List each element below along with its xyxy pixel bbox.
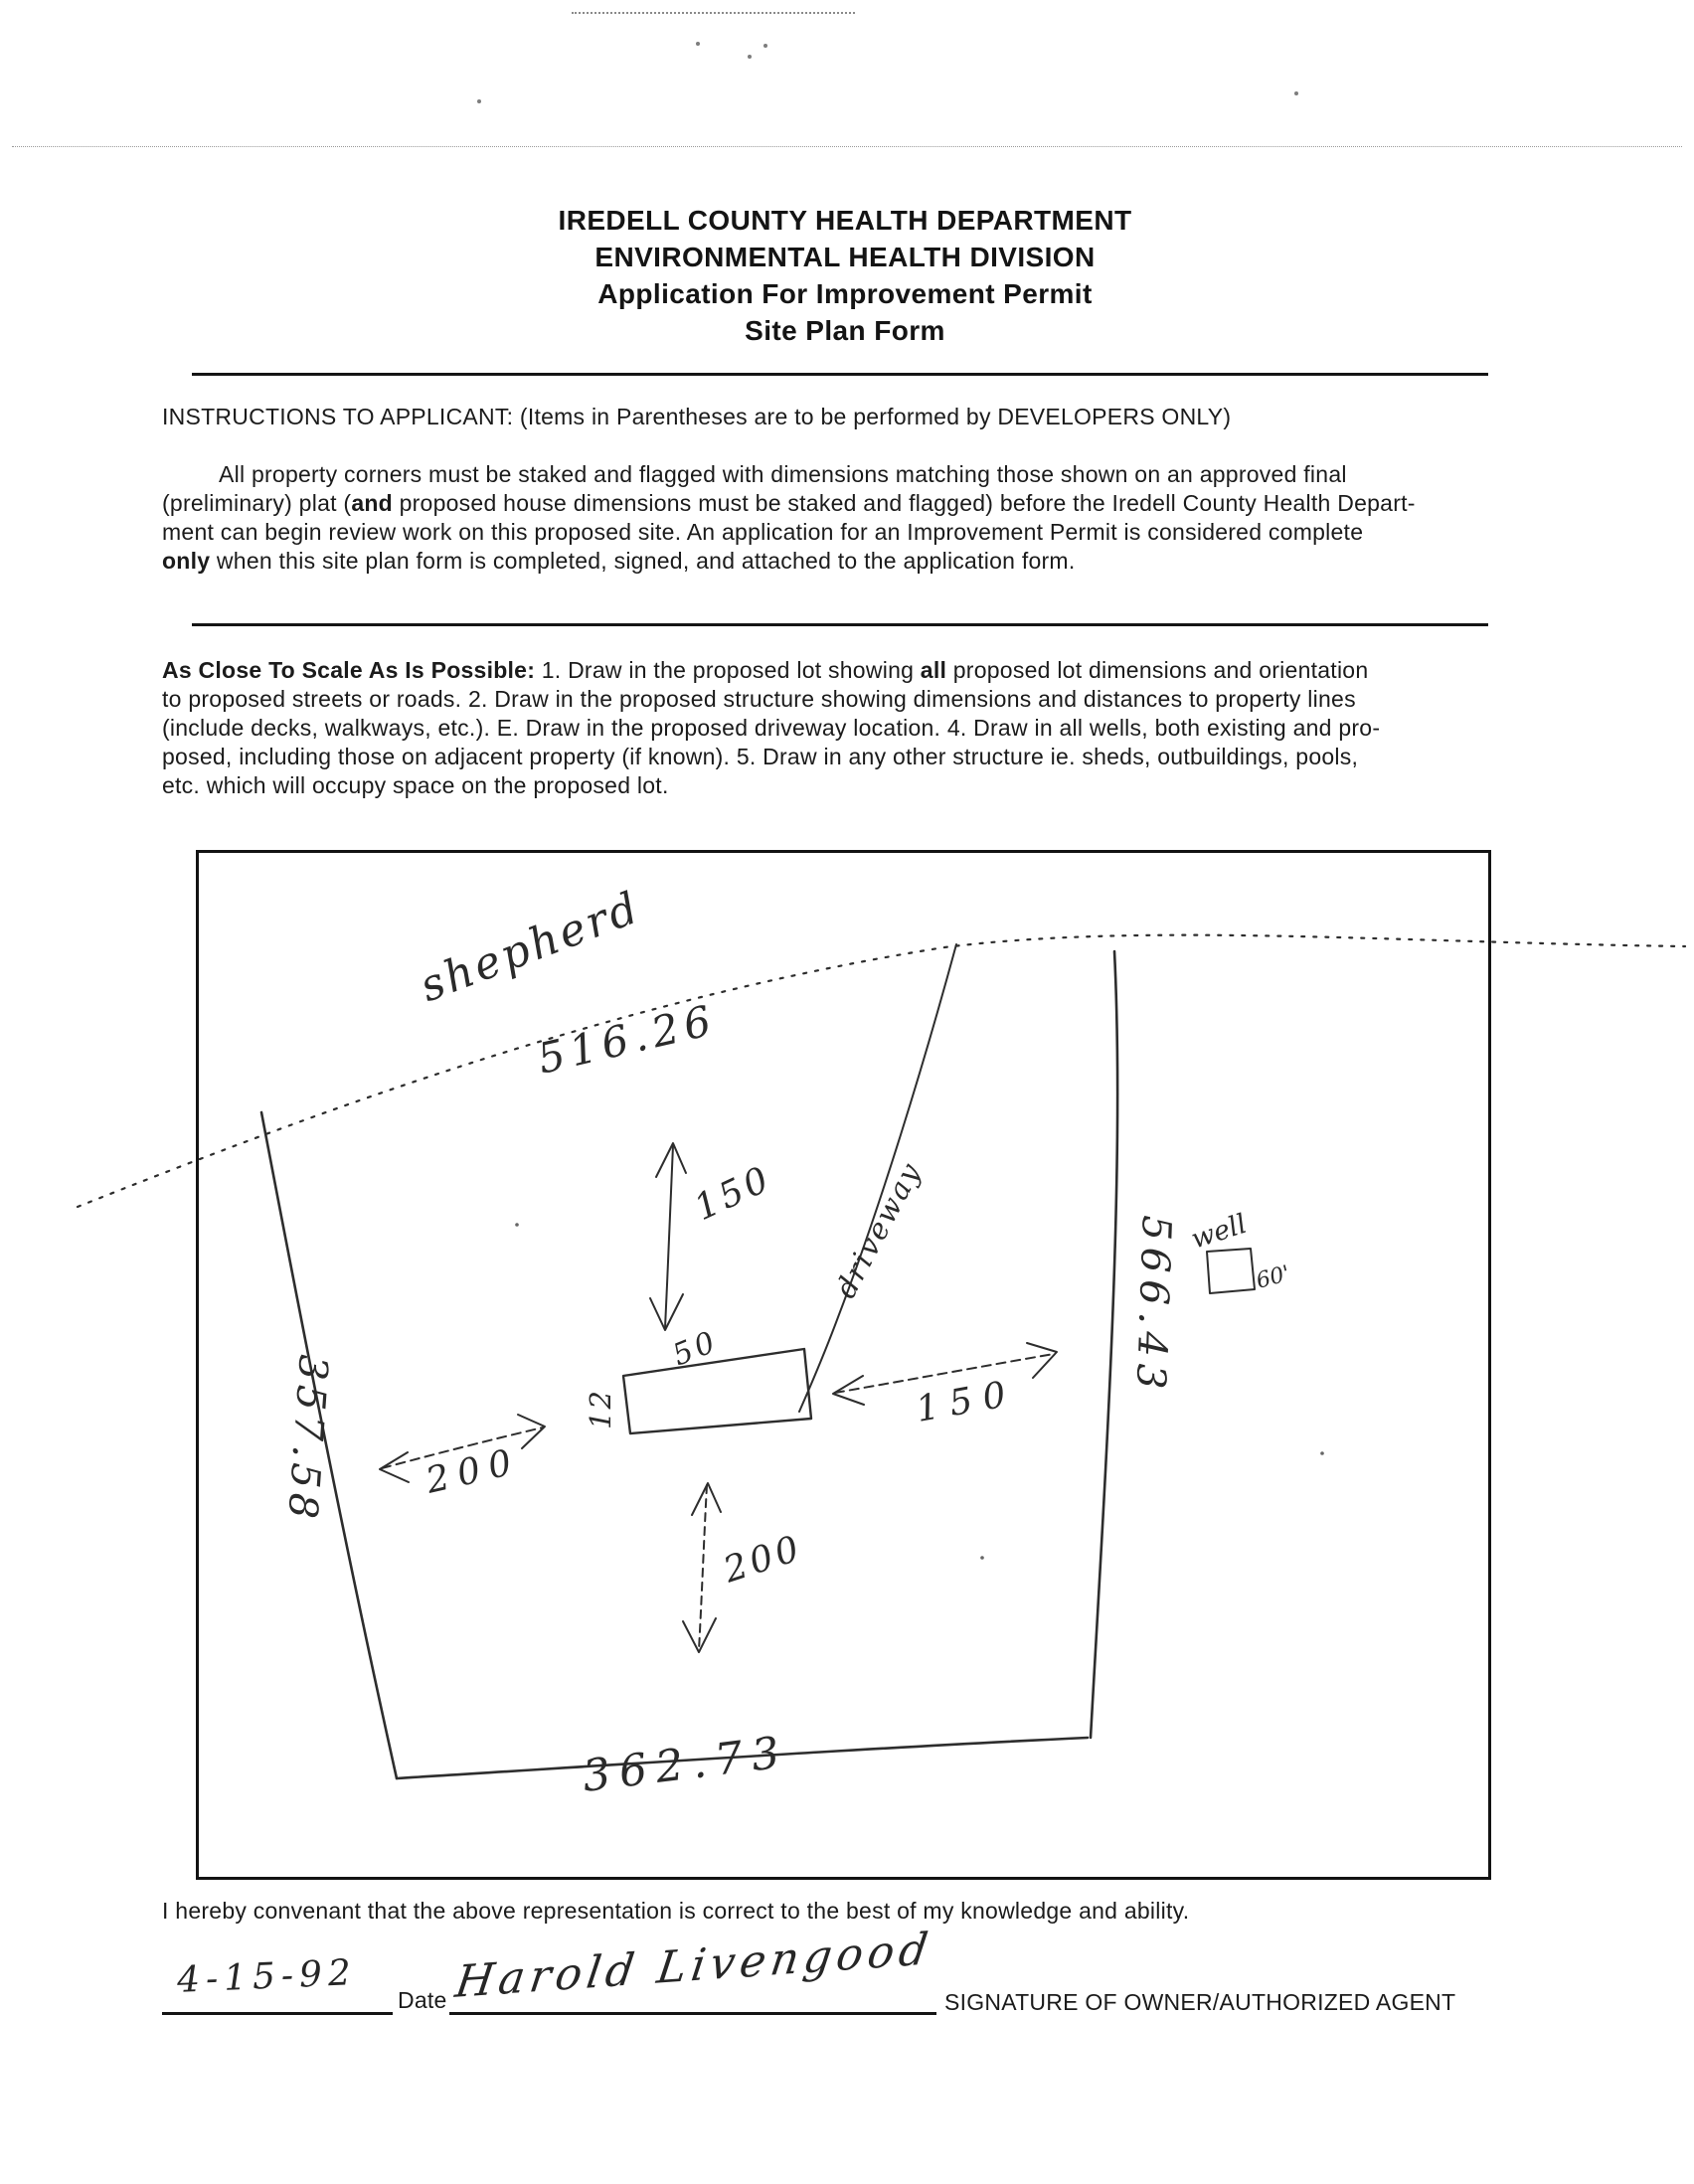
road-name-label: shepherd — [413, 882, 648, 1013]
paragraph-line: As Close To Scale As Is Possible: 1. Draw in the proposed lot showing all proposed lot dimensions and orientation — [162, 657, 1369, 683]
paragraph-line: (preliminary) plat (and proposed house dimensions must be staked and flagged) before the Iredell County Health Depart- — [162, 490, 1416, 516]
pen-dot — [515, 1223, 519, 1227]
scan-artifact-speck — [696, 42, 700, 46]
header-form-title: Application For Improvement Permit — [597, 278, 1093, 309]
paragraph-line: only when this site plan form is completed, signed, and attached to the application form. — [162, 548, 1076, 574]
scan-artifact-speck — [1294, 91, 1298, 95]
scan-artifact-speck — [477, 99, 481, 103]
instructions-heading: INSTRUCTIONS TO APPLICANT: (Items in Parentheses are to be performed by DEVELOPERS ONLY) — [162, 404, 1232, 429]
pen-dot — [1320, 1451, 1324, 1455]
well-distance-label: 60' — [1254, 1260, 1293, 1294]
pen-dot — [980, 1556, 984, 1560]
front-setback-dimension: 150 — [688, 1157, 778, 1230]
divider-mid — [192, 623, 1488, 626]
paragraph-line: etc. which will occupy space on the proposed lot. — [162, 772, 669, 798]
instructions-paragraph-1 — [162, 460, 1416, 576]
scan-artifact-speck — [748, 55, 752, 59]
house-width-dimension: 50 — [667, 1323, 724, 1374]
left-setback-dimension: 200 — [422, 1440, 525, 1502]
scan-artifact-speck — [763, 44, 767, 48]
header-form-subtitle: Site Plan Form — [745, 315, 945, 346]
left-boundary-dimension: 357.58 — [278, 1353, 336, 1526]
right-setback-dimension: 150 — [913, 1372, 1020, 1430]
rear-setback-arrow — [683, 1483, 721, 1652]
date-blank-line[interactable] — [162, 2012, 393, 2015]
form-header — [199, 202, 1491, 349]
well-square — [1207, 1249, 1255, 1293]
header-department: IREDELL COUNTY HEALTH DEPARTMENT — [558, 205, 1132, 236]
front-setback-arrow — [650, 1143, 686, 1330]
paragraph-line: posed, including those on adjacent property (if known). 5. Draw in any other structure ie. sheds, outbuildings, pools, — [162, 744, 1359, 769]
road-frontage-dimension: 516.26 — [533, 994, 722, 1084]
paragraph-line: (include decks, walkways, etc.). E. Draw in the proposed driveway location. 4. Draw in all wells, both existing and pro- — [162, 715, 1381, 741]
covenant-statement: I hereby convenant that the above representation is correct to the best of my knowledge and ability. — [162, 1898, 1190, 1924]
road-line — [78, 935, 1685, 1207]
scan-artifact-dots — [572, 12, 855, 14]
driveway-label: driveway — [828, 1156, 929, 1304]
paragraph-line: All property corners must be staked and flagged with dimensions matching those shown on an approved final — [219, 461, 1347, 487]
scale-instructions-paragraph — [162, 656, 1380, 800]
house-depth-dimension: 12 — [584, 1389, 617, 1429]
driveway-line — [799, 944, 956, 1412]
signature-handwritten-value: Harold Livengood — [451, 1923, 936, 2009]
right-boundary-line — [1091, 951, 1117, 1738]
right-boundary-dimension: 566.43 — [1126, 1214, 1179, 1398]
date-label: Date — [398, 1987, 447, 2013]
signature-label: SIGNATURE OF OWNER/AUTHORIZED AGENT — [944, 1989, 1456, 2015]
date-handwritten-value: 4-15-92 — [176, 1952, 358, 2001]
header-division: ENVIRONMENTAL HEALTH DIVISION — [594, 242, 1096, 272]
bottom-boundary-dimension: 362.73 — [580, 1726, 791, 1802]
site-plan-sketch — [0, 845, 1694, 1899]
signature-blank-line[interactable] — [449, 2012, 936, 2015]
paragraph-line: to proposed streets or roads. 2. Draw in the proposed structure showing dimensions and distances to property lines — [162, 686, 1356, 712]
well-label: well — [1187, 1208, 1251, 1256]
divider-top — [192, 373, 1488, 376]
house-outline — [623, 1349, 811, 1433]
scan-artifact-line — [12, 146, 1682, 147]
paragraph-line: ment can begin review work on this proposed site. An application for an Improvement Permit is considered complete — [162, 519, 1364, 545]
rear-setback-dimension: 200 — [719, 1527, 808, 1592]
